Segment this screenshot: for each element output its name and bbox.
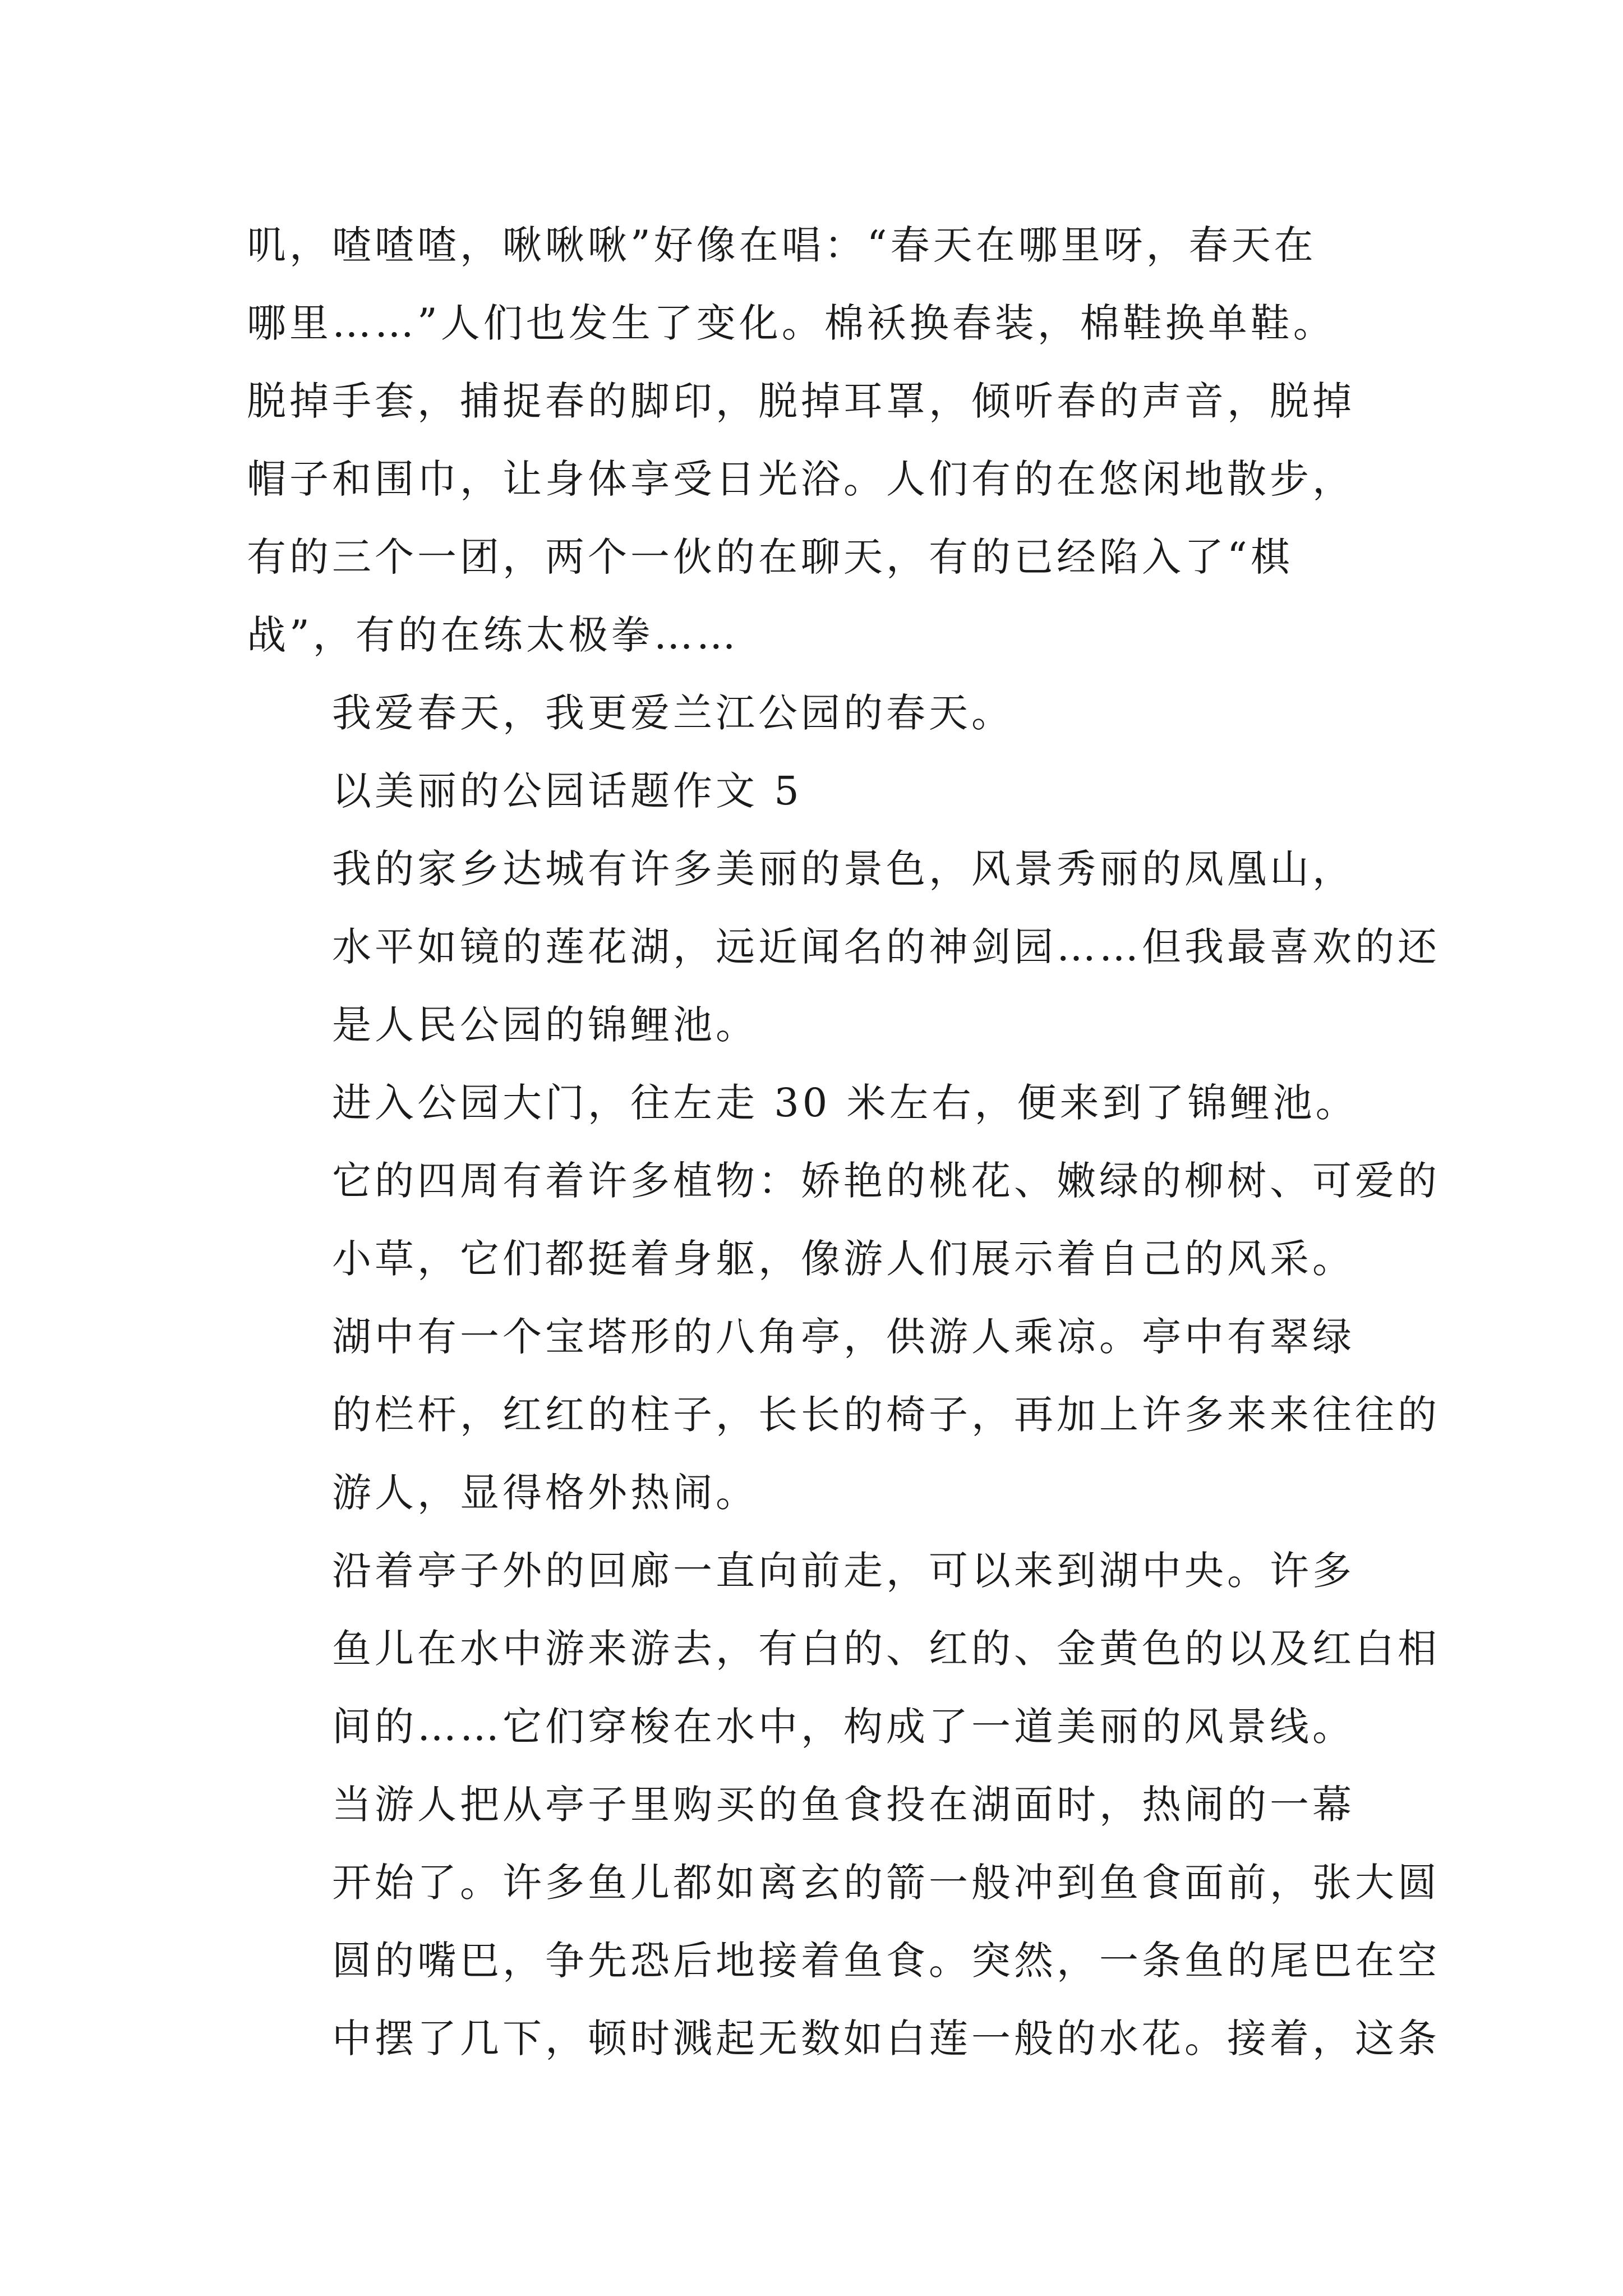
text-line: 脱掉手套，捕捉春的脚印，脱掉耳罩，倾听春的声音，脱掉 bbox=[247, 378, 1355, 424]
text-line: 湖中有一个宝塔形的八角亭，供游人乘凉。亭中有翠绿 bbox=[332, 1314, 1355, 1360]
text-line: 进入公园大门，往左走 30 米左右，便来到了锦鲤池。 bbox=[332, 1080, 1358, 1126]
document-body bbox=[247, 206, 1440, 2078]
paragraph-hometown bbox=[247, 830, 1440, 1064]
text-line: 开始了。许多鱼儿都如离玄的箭一般冲到鱼食面前，张大圆 bbox=[332, 1860, 1440, 1906]
paragraph-fish bbox=[247, 1532, 1440, 1766]
paragraph-feeding bbox=[247, 1766, 1440, 2078]
text-line: 水平如镜的莲花湖，远近闻名的神剑园……但我最喜欢的还 bbox=[332, 924, 1440, 970]
text-line: 的栏杆，红红的柱子，长长的椅子，再加上许多来来往往的 bbox=[332, 1392, 1440, 1438]
text-line: 沿着亭子外的回廊一直向前走，可以来到湖中央。许多 bbox=[332, 1548, 1355, 1594]
paragraph-park-entrance bbox=[247, 1064, 1440, 1298]
text-line: 有的三个一团，两个一伙的在聊天，有的已经陷入了“棋 bbox=[247, 534, 1293, 580]
text-line: 游人，显得格外热闹。 bbox=[332, 1470, 758, 1516]
text-line: 圆的嘴巴，争先恐后地接着鱼食。突然，一条鱼的尾巴在空 bbox=[332, 1938, 1440, 1984]
text-line: 中摆了几下，顿时溅起无数如白莲一般的水花。接着，这条 bbox=[332, 2016, 1440, 2062]
text-line: 它的四周有着许多植物：娇艳的桃花、嫩绿的柳树、可爱的 bbox=[332, 1158, 1440, 1204]
text-line: 鱼儿在水中游来游去，有白的、红的、金黄色的以及红白相 bbox=[332, 1626, 1440, 1672]
text-line: 以美丽的公园话题作文 5 bbox=[332, 768, 803, 814]
paragraph-love-spring bbox=[247, 674, 1396, 752]
text-line: 我爱春天，我更爱兰江公园的春天。 bbox=[332, 690, 1014, 736]
text-line: 当游人把从亭子里购买的鱼食投在湖面时，热闹的一幕 bbox=[332, 1782, 1355, 1828]
paragraph-pavilion bbox=[247, 1298, 1440, 1532]
text-line: 是人民公园的锦鲤池。 bbox=[332, 1002, 758, 1048]
paragraph-spring-people bbox=[247, 206, 1396, 674]
essay-heading bbox=[247, 752, 1396, 830]
text-line: 哪里……”人们也发生了变化。棉袄换春装，棉鞋换单鞋。 bbox=[247, 300, 1336, 346]
text-line: 叽，喳喳喳，啾啾啾”好像在唱：“春天在哪里呀，春天在 bbox=[247, 222, 1317, 268]
text-line: 间的……它们穿梭在水中，构成了一道美丽的风景线。 bbox=[332, 1704, 1355, 1750]
text-line: 帽子和围巾，让身体享受日光浴。人们有的在悠闲地散步， bbox=[247, 456, 1355, 502]
text-line: 我的家乡达城有许多美丽的景色，风景秀丽的凤凰山， bbox=[332, 846, 1355, 892]
text-line: 战”，有的在练太极拳…… bbox=[247, 612, 739, 658]
text-line: 小草，它们都挺着身躯，像游人们展示着自己的风采。 bbox=[332, 1236, 1355, 1282]
